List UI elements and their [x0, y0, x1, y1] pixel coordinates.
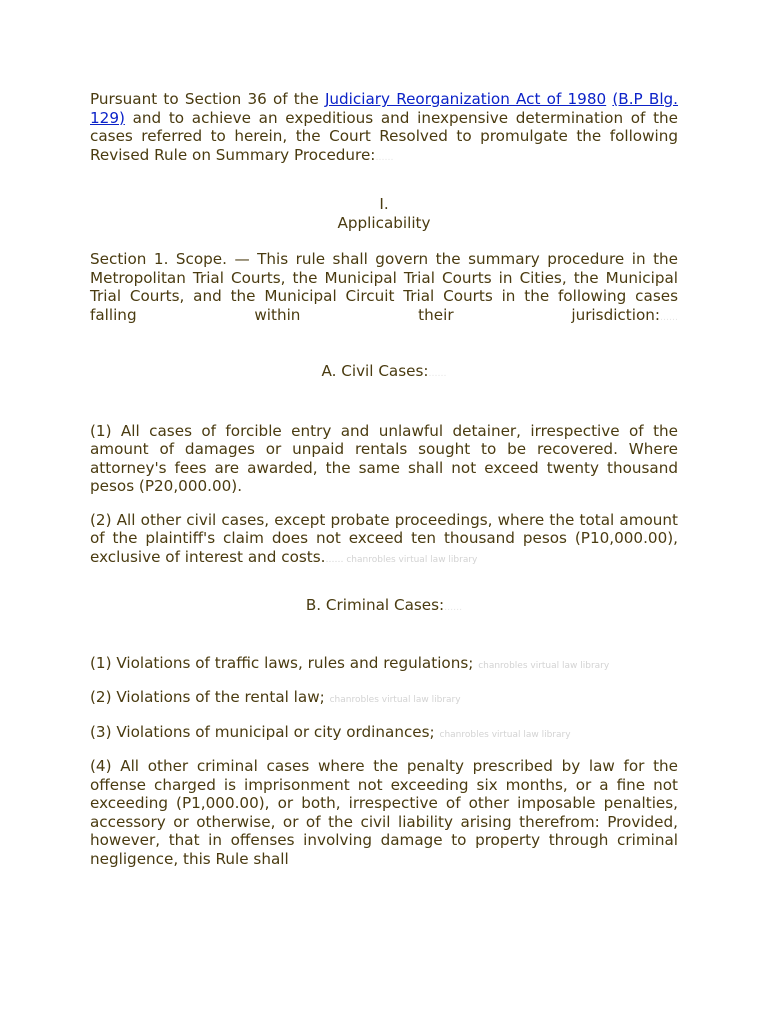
section1-watermark: ……: [660, 312, 678, 323]
intro-watermark: ……: [375, 152, 394, 163]
civil-heading-text: A. Civil Cases:: [321, 362, 429, 380]
judiciary-act-link[interactable]: Judiciary Reorganization Act of 1980: [324, 90, 607, 108]
civil-heading-watermark: ……: [428, 369, 447, 379]
civil-item-1: (1) All cases of forcible entry and unlawful detainer, irrespective of the amount of damages or unpaid rentals sought to be recovered. Where attorney's fees are awarded, the same shall not exceed twenty thousand pesos (P20,000.00).: [90, 421, 678, 495]
civil-item-2: [90, 511, 678, 567]
criminal-item-4: (4) All other criminal cases where the penalty prescribed by law for the offense charged is imprisonment not exceeding six months, or a fine not exceeding (P1,000.00), or both, irrespective of other imposable penalties, accessory or otherwise, or of the civil liability arising therefrom: Provided, however, that in offenses involving damage to property through criminal negligence, this Rule shall: [90, 757, 678, 868]
criminal-heading-text: B. Criminal Cases:: [305, 596, 445, 614]
criminal-item-2: [90, 688, 678, 707]
intro-text-after: and to achieve an expeditious and inexpensive determination of the cases referred to herein, the Court Resolved to promulgate the following Revised Rule on Summary Procedure:: [90, 108, 678, 164]
civil-heading: [90, 362, 678, 384]
document-page: [90, 90, 678, 868]
criminal-item-1-watermark: chanrobles virtual law library: [478, 660, 610, 671]
bp-blg-link[interactable]: (B.P Blg. 129): [90, 90, 679, 127]
intro-text-before: Pursuant to Section 36 of the: [90, 90, 325, 108]
criminal-item-1: [90, 654, 678, 673]
intro-paragraph: [90, 90, 678, 167]
criminal-heading: [90, 596, 678, 618]
criminal-item-1-text: (1) Violations of traffic laws, rules and regulations;: [90, 653, 474, 672]
section1-paragraph: [90, 250, 678, 327]
heading-numeral: I.: [379, 195, 389, 213]
criminal-item-3: [90, 723, 678, 742]
criminal-item-2-text: (2) Violations of the rental law;: [90, 688, 325, 706]
section1-text: Section 1. Scope. — This rule shall govern the summary procedure in the Metropolitan Trial Courts, the Municipal Trial Courts in Cities, the Municipal Trial Courts, and the Municipal Circuit Trial Courts in the following cases falling within their jurisdiction:: [90, 250, 678, 324]
criminal-item-3-watermark: chanrobles virtual law library: [439, 729, 571, 740]
criminal-item-2-watermark: chanrobles virtual law library: [329, 695, 461, 705]
criminal-heading-watermark: ……: [444, 603, 463, 613]
criminal-item-3-text: (3) Violations of municipal or city ordinances;: [90, 722, 435, 741]
civil-item-2-watermark: …… chanrobles virtual law library: [325, 554, 478, 565]
heading-title: Applicability: [337, 213, 431, 232]
civil-item-2-text: (2) All other civil cases, except probate proceedings, where the total amount of the plaintiff's claim does not exceed ten thousand pesos (P10,000.00), exclusive of interest and costs.: [90, 510, 678, 566]
